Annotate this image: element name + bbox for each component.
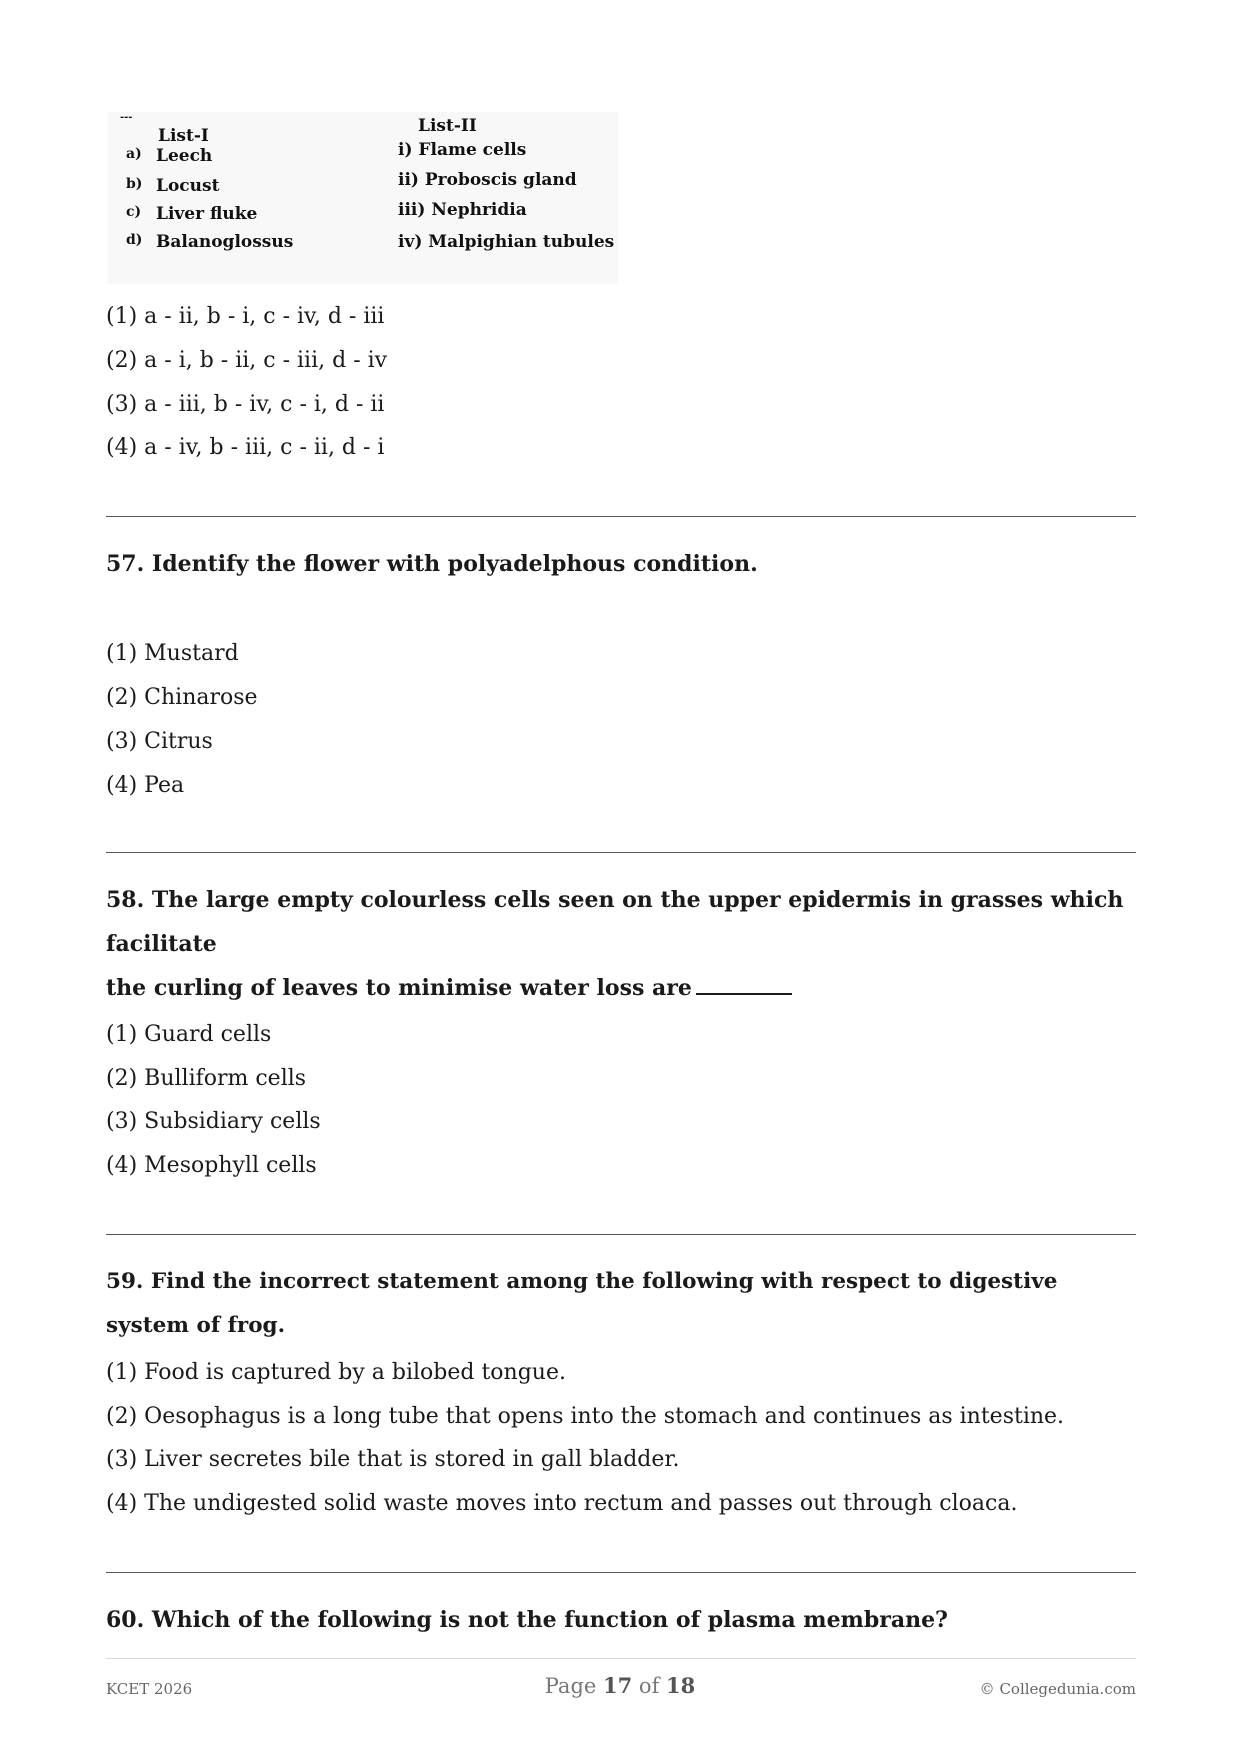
q56-option-4: (4) a - iv, b - iii, c - ii, d - i — [106, 435, 385, 460]
q59-option-1: (1) Food is captured by a bilobed tongue. — [106, 1360, 566, 1385]
footer-divider — [106, 1658, 1136, 1659]
divider — [106, 516, 1136, 517]
page-total: 18 — [666, 1673, 696, 1698]
scan-mark: --- — [120, 112, 133, 123]
q56-option-1: (1) a - ii, b - i, c - iv, d - iii — [106, 304, 385, 329]
list1-header: List-I — [158, 126, 209, 146]
divider — [106, 1572, 1136, 1573]
question-57: 57. Identify the flower with polyadelphous condition. — [106, 551, 758, 577]
q58-option-2: (2) Bulliform cells — [106, 1066, 307, 1091]
question-58 — [106, 878, 1136, 1010]
answer-blank — [696, 973, 792, 995]
match-row — [108, 200, 618, 228]
divider — [106, 852, 1136, 853]
q56-option-3: (3) a - iii, b - iv, c - i, d - ii — [106, 392, 385, 417]
copyright: © Collegedunia.com — [979, 1680, 1136, 1698]
list1-item: Locust — [156, 176, 220, 196]
q57-option-1: (1) Mustard — [106, 641, 239, 666]
divider — [106, 1234, 1136, 1235]
list2-item: iii) Nephridia — [398, 200, 527, 220]
match-row — [108, 232, 618, 256]
list2-item: ii) Proboscis gland — [398, 170, 577, 190]
page-of: of — [638, 1674, 660, 1698]
list1-item: Balanoglossus — [156, 232, 294, 252]
list2-header: List-II — [418, 116, 477, 136]
match-row — [108, 140, 618, 170]
page-current: 17 — [603, 1673, 633, 1698]
q59-option-3: (3) Liver secretes bile that is stored in gall bladder. — [106, 1447, 680, 1472]
q58-option-3: (3) Subsidiary cells — [106, 1109, 321, 1134]
match-table-image — [108, 112, 618, 284]
question-60: 60. Which of the following is not the function of plasma membrane? — [106, 1607, 948, 1633]
row-label: d) — [126, 232, 143, 248]
q58-option-1: (1) Guard cells — [106, 1022, 272, 1047]
question-58-line1: 58. The large empty colourless cells seen on the upper epidermis in grasses which facilitate — [106, 887, 1124, 957]
row-label: b) — [126, 176, 143, 192]
list1-item: Leech — [156, 146, 213, 166]
q56-option-2: (2) a - i, b - ii, c - iii, d - iv — [106, 348, 388, 373]
list2-item: iv) Malpighian tubules — [398, 232, 615, 252]
q57-option-2: (2) Chinarose — [106, 685, 258, 710]
q57-option-3: (3) Citrus — [106, 729, 213, 754]
row-label: c) — [126, 204, 142, 220]
q59-option-2: (2) Oesophagus is a long tube that opens into the stomach and continues as intestine. — [106, 1404, 1065, 1429]
q59-option-4: (4) The undigested solid waste moves into rectum and passes out through cloaca. — [106, 1491, 1018, 1516]
page-prefix: Page — [544, 1674, 597, 1698]
list2-item: i) Flame cells — [398, 140, 527, 160]
q58-option-4: (4) Mesophyll cells — [106, 1153, 317, 1178]
question-59: 59. Find the incorrect statement among the following with respect to digestive system of frog. — [106, 1269, 1058, 1338]
list1-item: Liver fluke — [156, 204, 258, 224]
row-label: a) — [126, 146, 142, 162]
match-row — [108, 170, 618, 200]
exam-name: KCET 2026 — [106, 1680, 193, 1698]
question-58-line2: the curling of leaves to minimise water loss are — [106, 975, 692, 1001]
q57-option-4: (4) Pea — [106, 773, 185, 798]
